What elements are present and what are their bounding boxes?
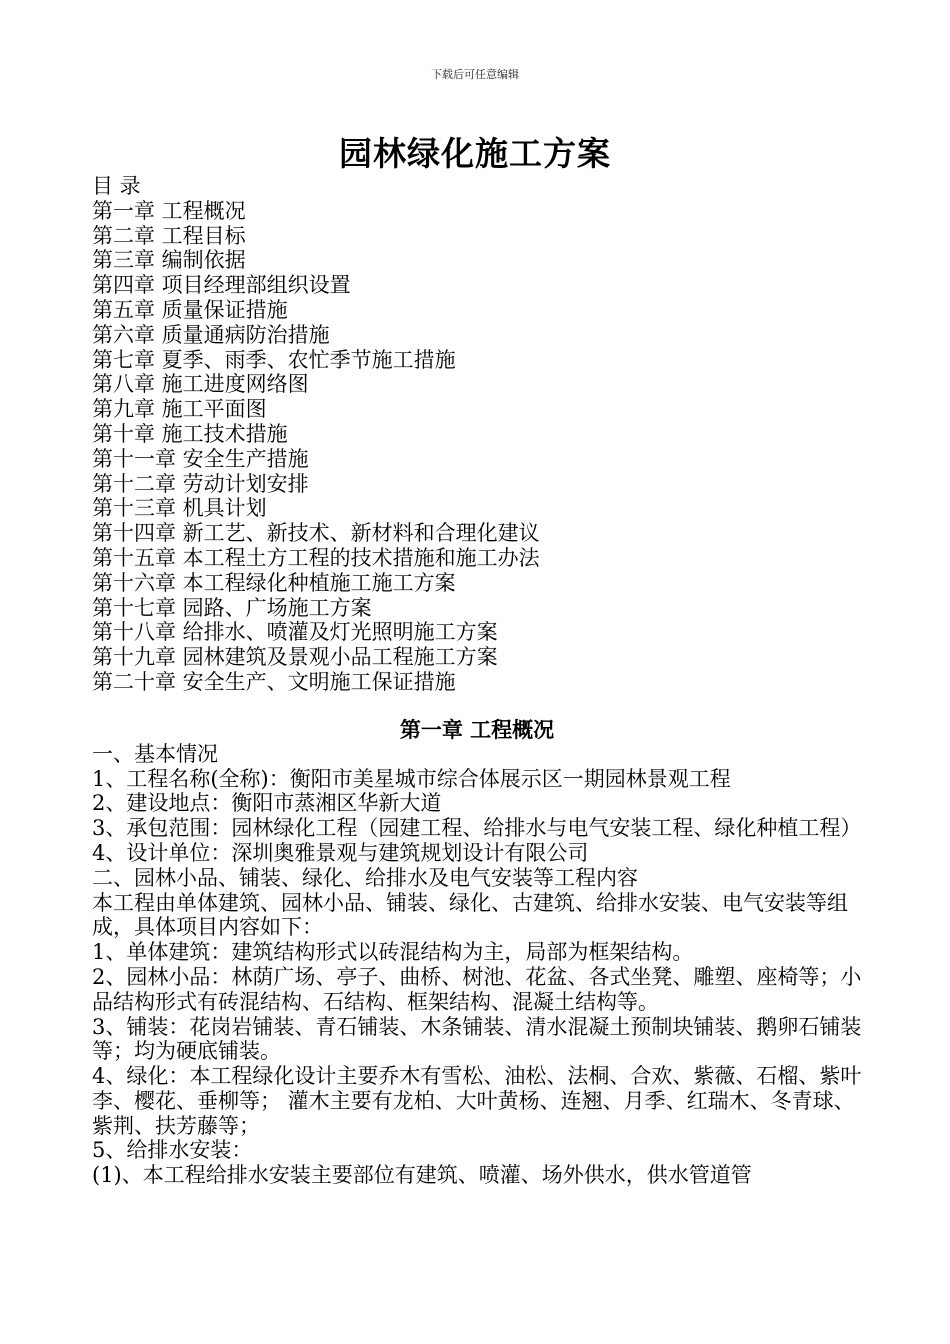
document-body: [92, 174, 862, 1188]
paragraph: 5、给排水安装：: [92, 1138, 253, 1163]
toc-item: 第二章 工程目标: [92, 223, 246, 248]
toc-item: 第五章 质量保证措施: [92, 297, 288, 322]
paragraph: 二、园林小品、铺装、绿化、给排水及电气安装等工程内容: [92, 865, 638, 890]
toc-item: 第十一章 安全生产措施: [92, 446, 309, 471]
toc-item: 第十九章 园林建筑及景观小品工程施工方案: [92, 645, 498, 670]
toc-item: 第十五章 本工程土方工程的技术措施和施工办法: [92, 545, 540, 570]
toc-item: 第十八章 给排水、喷灌及灯光照明施工方案: [92, 620, 498, 645]
toc-item: 第六章 质量通病防治措施: [92, 322, 330, 347]
toc-item: 第四章 项目经理部组织设置: [92, 273, 351, 298]
document-title: 园林绿化施工方案: [339, 134, 611, 173]
paragraph: 3、铺装：花岗岩铺装、青石铺装、木条铺装、清水混凝土预制块铺装、鹅卵石铺装等；均为硬底铺装。: [92, 1014, 862, 1064]
toc-item: 第十三章 机具计划: [92, 496, 267, 521]
paragraph: 本工程由单体建筑、园林小品、铺装、绿化、古建筑、给排水安装、电气安装等组成，具体项目内容如下：: [92, 890, 848, 940]
toc-item: 第二十章 安全生产、文明施工保证措施: [92, 669, 456, 694]
header-note: 下载后可任意编辑: [431, 68, 519, 81]
paragraph: 1、工程名称(全称)：衡阳市美星城市综合体展示区一期园林景观工程: [92, 766, 731, 791]
toc-item: 第十七章 园路、广场施工方案: [92, 595, 372, 620]
paragraph: 2、园林小品：林荫广场、亭子、曲桥、树池、花盆、各式坐凳、雕塑、座椅等；小品结构形式有砖混结构、石结构、框架结构、混凝土结构等。: [92, 964, 862, 1014]
paragraph: 3、承包范围：园林绿化工程（园建工程、给排水与电气安装工程、绿化种植工程）: [92, 816, 862, 841]
toc-item: 第十六章 本工程绿化种植施工施工方案: [92, 570, 456, 595]
paragraph: (1)、本工程给排水安装主要部位有建筑、喷灌、场外供水，供水管道管: [92, 1163, 752, 1188]
paragraph: 4、绿化：本工程绿化设计主要乔木有雪松、油松、法桐、合欢、紫薇、石榴、紫叶李、樱花、垂柳等； 灌木主要有龙柏、大叶黄杨、连翘、月季、红瑞木、冬青球、紫荆、扶芳藤等；: [92, 1064, 862, 1138]
chapter-heading: 第一章 工程概况: [399, 716, 555, 742]
paragraph: 一、基本情况: [92, 741, 218, 766]
paragraph: 4、设计单位：深圳奥雅景观与建筑规划设计有限公司: [92, 840, 589, 865]
table-of-contents: [92, 199, 862, 695]
toc-heading: 目 录: [92, 174, 141, 198]
toc-item: 第十四章 新工艺、新技术、新材料和合理化建议: [92, 521, 540, 546]
paragraph: 2、建设地点：衡阳市蒸湘区华新大道: [92, 791, 442, 816]
toc-item: 第三章 编制依据: [92, 248, 246, 273]
toc-item: 第八章 施工进度网络图: [92, 372, 309, 397]
toc-item: 第十章 施工技术措施: [92, 421, 288, 446]
chapter-content: [92, 742, 862, 1188]
toc-item: 第九章 施工平面图: [92, 397, 267, 422]
toc-item: 第十二章 劳动计划安排: [92, 471, 309, 496]
toc-item: 第一章 工程概况: [92, 198, 246, 223]
toc-item: 第七章 夏季、雨季、农忙季节施工措施: [92, 347, 456, 372]
paragraph: 1、单体建筑：建筑结构形式以砖混结构为主，局部为框架结构。: [92, 940, 694, 965]
